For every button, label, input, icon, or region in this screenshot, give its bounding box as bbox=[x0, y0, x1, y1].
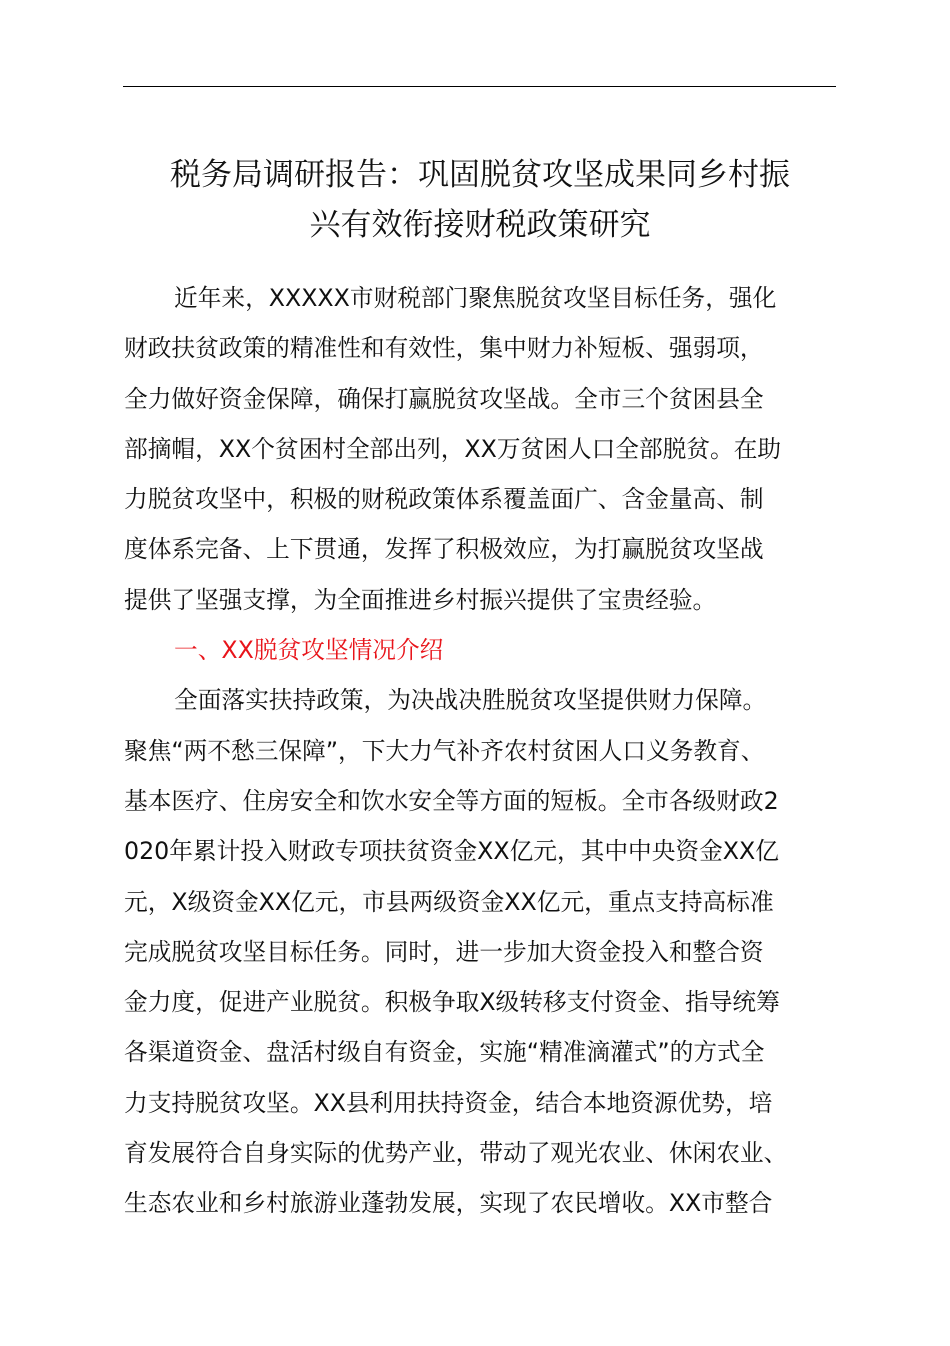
paragraph-line: 全力做好资金保障，确保打赢脱贫攻坚战。全市三个贫困县全 bbox=[124, 384, 764, 413]
paragraph-line: 度体系完备、上下贯通，发挥了积极效应，为打赢脱贫攻坚战 bbox=[124, 535, 764, 564]
paragraph-line: 财政扶贫政策的精准性和有效性，集中财力补短板、强弱项， bbox=[124, 334, 764, 363]
document-title bbox=[110, 150, 850, 250]
paragraph-line: 全面落实扶持政策，为决战决胜脱贫攻坚提供财力保障。 bbox=[174, 686, 767, 715]
paragraph-line: 提供了坚强支撑，为全面推进乡村振兴提供了宝贵经验。 bbox=[124, 585, 717, 614]
paragraph-line: 聚焦“两不愁三保障”，下大力气补齐农村贫困人口义务教育、 bbox=[124, 736, 765, 765]
paragraph-line: 金力度，促进产业脱贫。积极争取X级转移支付资金、指导统筹 bbox=[124, 988, 780, 1017]
paragraph-line: 各渠道资金、盘活村级自有资金，实施“精准滴灌式”的方式全 bbox=[124, 1038, 765, 1067]
title-line: 兴有效衔接财税政策研究 bbox=[309, 207, 651, 243]
paragraph-line: 部摘帽，XX个贫困村全部出列，XX万贫困人口全部脱贫。在助 bbox=[124, 434, 782, 463]
section-heading: 一、XX脱贫攻坚情况介绍 bbox=[174, 636, 444, 665]
document-body bbox=[124, 273, 836, 1229]
paragraph-line: 育发展符合自身实际的优势产业，带动了观光农业、休闲农业、 bbox=[124, 1139, 788, 1168]
paragraph-line: 生态农业和乡村旅游业蓬勃发展，实现了农民增收。XX市整合 bbox=[124, 1189, 773, 1218]
paragraph-line: 近年来，XXXXX市财税部门聚焦脱贫攻坚目标任务，强化 bbox=[174, 284, 777, 312]
paragraph-funding bbox=[124, 675, 836, 1228]
paragraph-intro bbox=[124, 273, 836, 625]
paragraph-line: 完成脱贫攻坚目标任务。同时，进一步加大资金投入和整合资 bbox=[124, 937, 764, 966]
paragraph-line: 元，X级资金XX亿元，市县两级资金XX亿元，重点支持高标准 bbox=[124, 887, 774, 916]
title-line: 税务局调研报告：巩固脱贫攻坚成果同乡村振 bbox=[170, 157, 790, 193]
paragraph-line: 力支持脱贫攻坚。XX县利用扶持资金，结合本地资源优势，培 bbox=[124, 1088, 773, 1117]
paragraph-line: 020年累计投入财政专项扶贫资金XX亿元，其中中央资金XX亿 bbox=[124, 837, 779, 866]
paragraph-line: 力脱贫攻坚中，积极的财税政策体系覆盖面广、含金量高、制 bbox=[124, 485, 764, 514]
header-rule bbox=[123, 86, 836, 87]
paragraph-line: 基本医疗、住房安全和饮水安全等方面的短板。全市各级财政2 bbox=[124, 786, 779, 815]
